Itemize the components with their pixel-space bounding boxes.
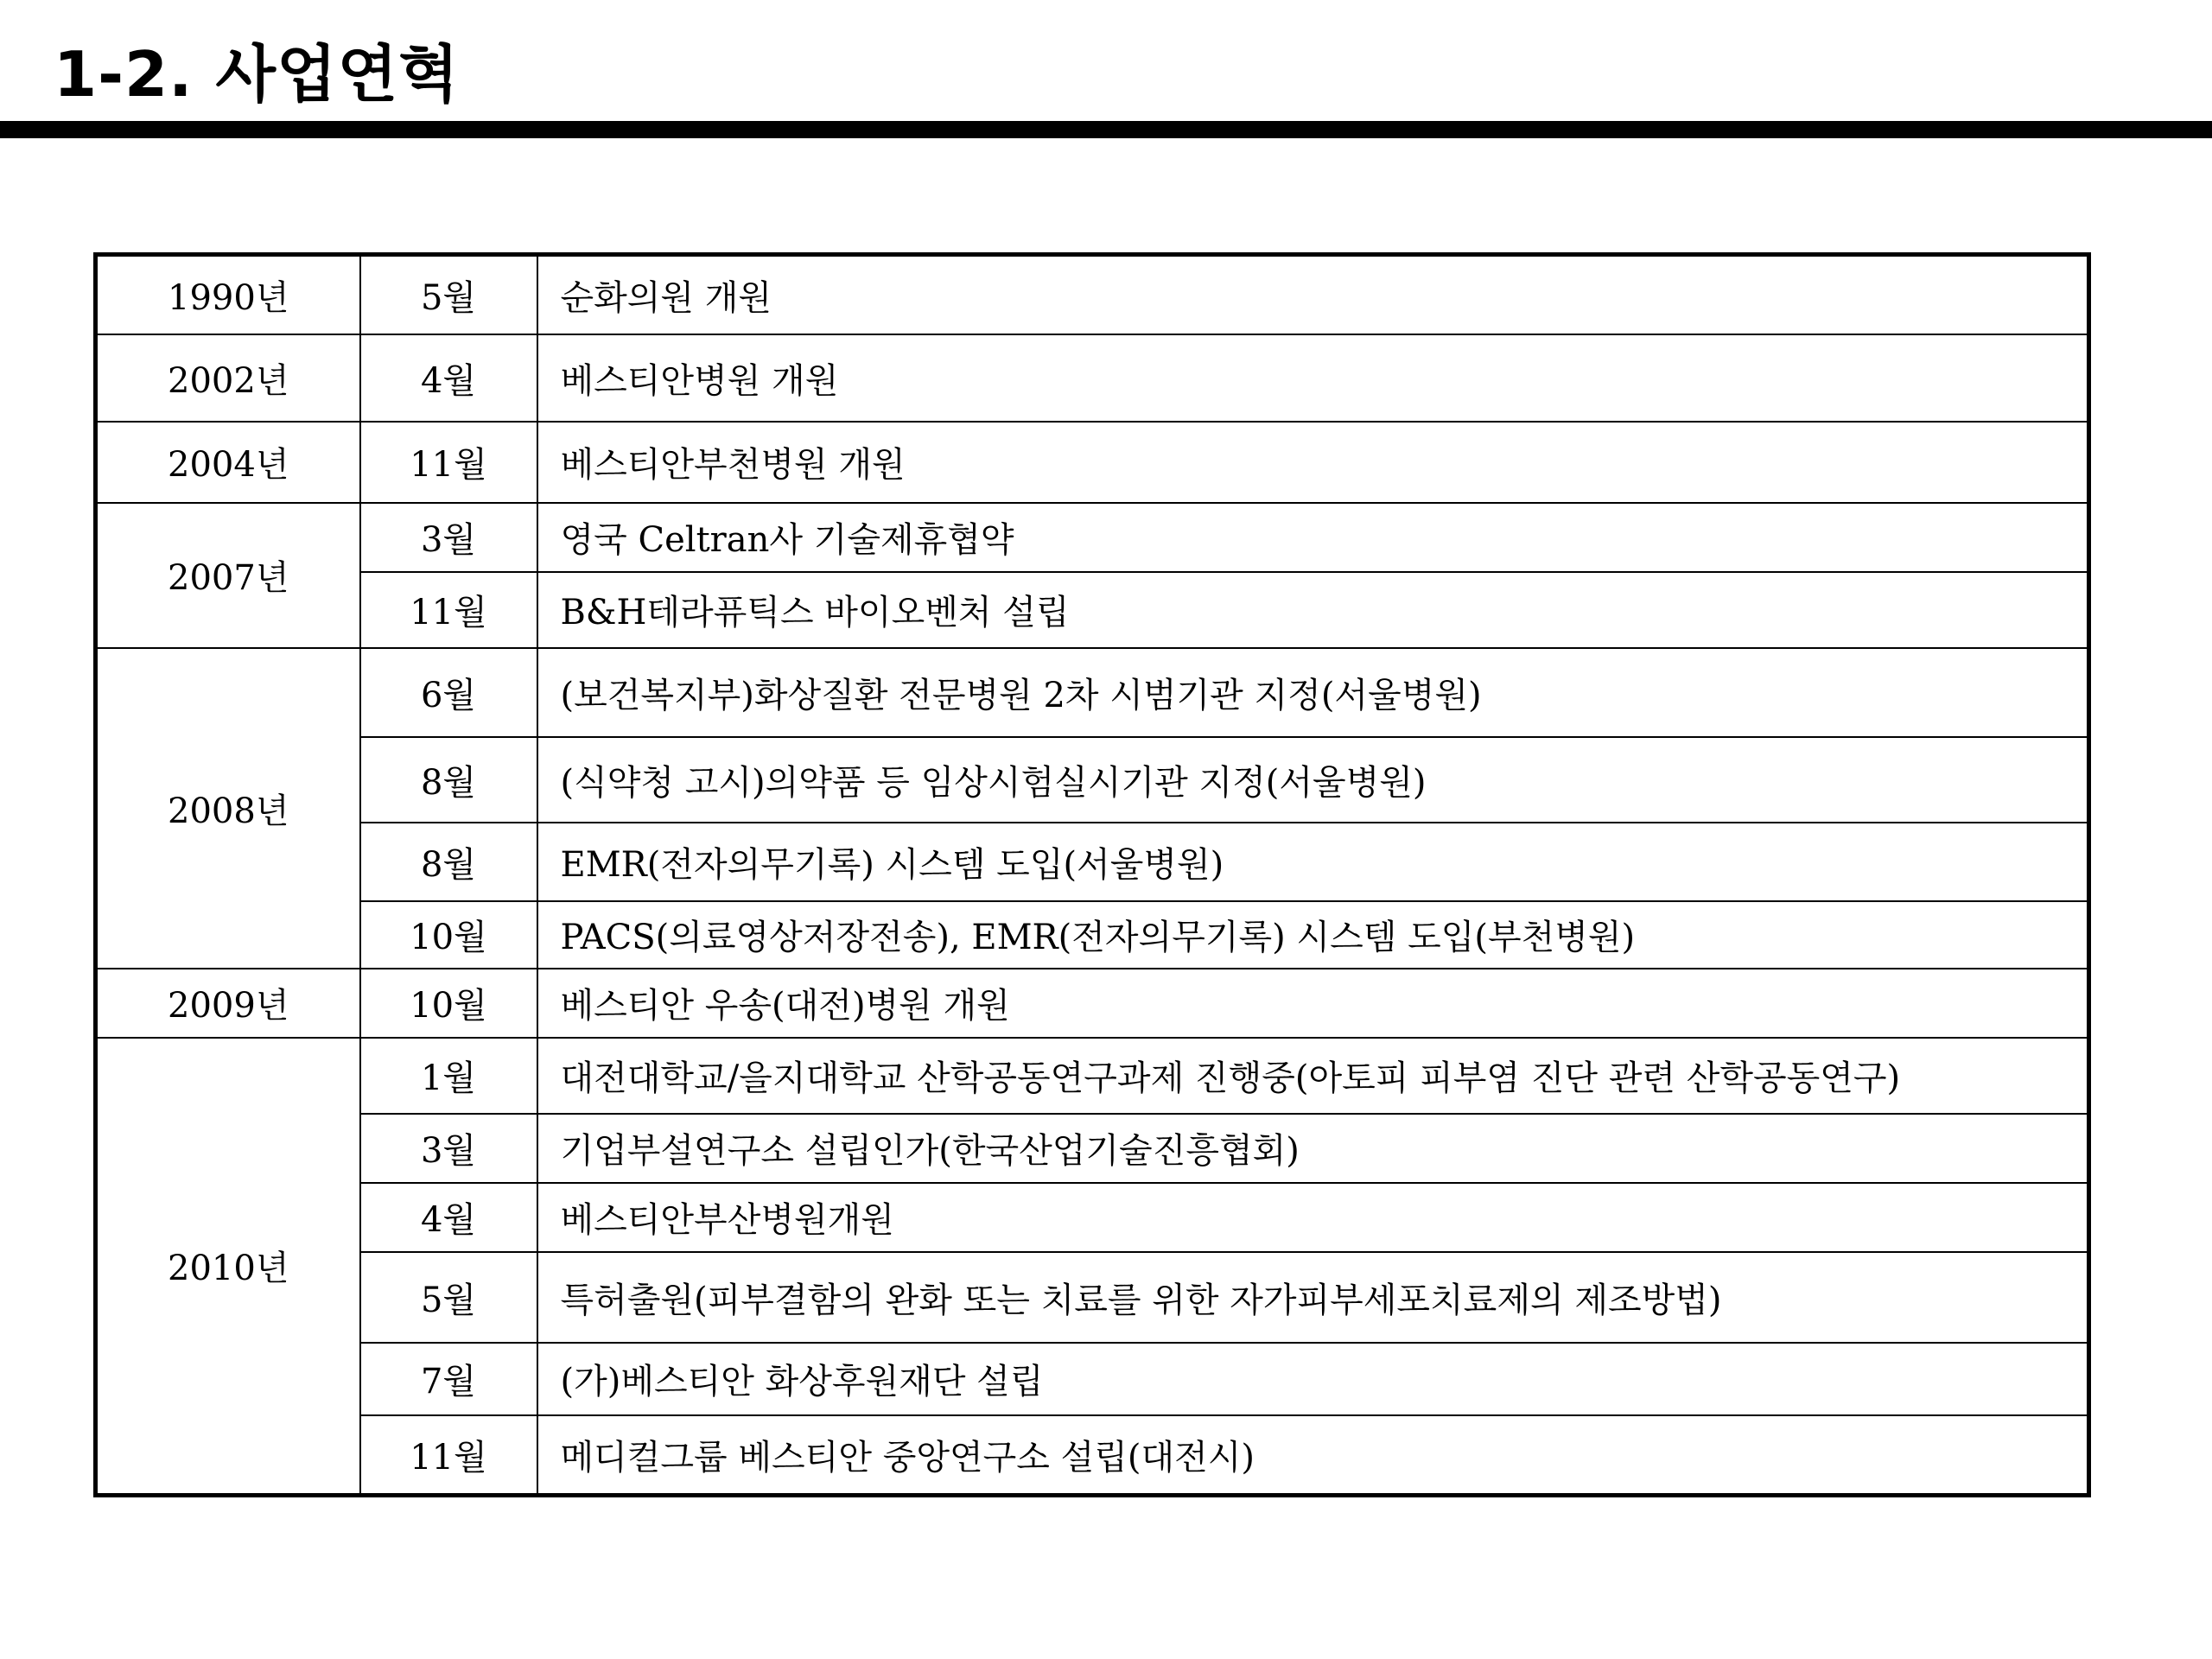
month-cell: 11월: [360, 572, 537, 648]
year-cell: 2008년: [96, 648, 360, 969]
year-cell: 1990년: [96, 255, 360, 334]
event-cell: 기업부설연구소 설립인가(한국산업기술진흥협회): [537, 1114, 2089, 1183]
month-cell: 11월: [360, 1415, 537, 1496]
table-row: [96, 503, 2089, 572]
table-row: [96, 255, 2089, 334]
table-row: [96, 334, 2089, 422]
event-cell: 대전대학교/을지대학교 산학공동연구과제 진행중(아토피 피부염 진단 관련 산학공동연구): [537, 1038, 2089, 1114]
table-row: [96, 1415, 2089, 1496]
month-cell: 5월: [360, 1252, 537, 1343]
page-title: 1-2. 사업연혁: [54, 38, 460, 111]
year-cell: 2007년: [96, 503, 360, 648]
year-cell: 2009년: [96, 969, 360, 1038]
month-cell: 7월: [360, 1343, 537, 1415]
event-cell: 특허출원(피부결함의 완화 또는 치료를 위한 자가피부세포치료제의 제조방법): [537, 1252, 2089, 1343]
table-row: [96, 572, 2089, 648]
table-row: [96, 1114, 2089, 1183]
event-cell: EMR(전자의무기록) 시스템 도입(서울병원): [537, 823, 2089, 901]
event-cell: (식약청 고시)의약품 등 임상시험실시기관 지정(서울병원): [537, 737, 2089, 823]
month-cell: 4월: [360, 1183, 537, 1252]
table-row: [96, 1183, 2089, 1252]
title-divider: [0, 121, 2212, 138]
event-cell: 베스티안 우송(대전)병원 개원: [537, 969, 2089, 1038]
event-cell: 메디컬그룹 베스티안 중앙연구소 설립(대전시): [537, 1415, 2089, 1496]
table-row: [96, 1252, 2089, 1343]
history-table-body: [96, 255, 2089, 1496]
event-cell: 베스티안부천병원 개원: [537, 422, 2089, 503]
table-row: [96, 737, 2089, 823]
event-cell: (보건복지부)화상질환 전문병원 2차 시범기관 지정(서울병원): [537, 648, 2089, 737]
month-cell: 1월: [360, 1038, 537, 1114]
month-cell: 3월: [360, 1114, 537, 1183]
event-cell: 베스티안병원 개원: [537, 334, 2089, 422]
month-cell: 8월: [360, 823, 537, 901]
table-row: [96, 422, 2089, 503]
event-cell: 베스티안부산병원개원: [537, 1183, 2089, 1252]
event-cell: 순화의원 개원: [537, 255, 2089, 334]
month-cell: 11월: [360, 422, 537, 503]
month-cell: 4월: [360, 334, 537, 422]
year-cell: 2010년: [96, 1038, 360, 1496]
event-cell: (가)베스티안 화상후원재단 설립: [537, 1343, 2089, 1415]
month-cell: 5월: [360, 255, 537, 334]
month-cell: 8월: [360, 737, 537, 823]
history-table: [93, 252, 2091, 1497]
table-row: [96, 901, 2089, 969]
table-row: [96, 648, 2089, 737]
month-cell: 10월: [360, 901, 537, 969]
table-row: [96, 969, 2089, 1038]
month-cell: 3월: [360, 503, 537, 572]
table-row: [96, 1343, 2089, 1415]
year-cell: 2002년: [96, 334, 360, 422]
year-cell: 2004년: [96, 422, 360, 503]
table-row: [96, 823, 2089, 901]
table-row: [96, 1038, 2089, 1114]
month-cell: 10월: [360, 969, 537, 1038]
month-cell: 6월: [360, 648, 537, 737]
event-cell: B&H테라퓨틱스 바이오벤처 설립: [537, 572, 2089, 648]
event-cell: 영국 Celtran사 기술제휴협약: [537, 503, 2089, 572]
event-cell: PACS(의료영상저장전송), EMR(전자의무기록) 시스템 도입(부천병원): [537, 901, 2089, 969]
